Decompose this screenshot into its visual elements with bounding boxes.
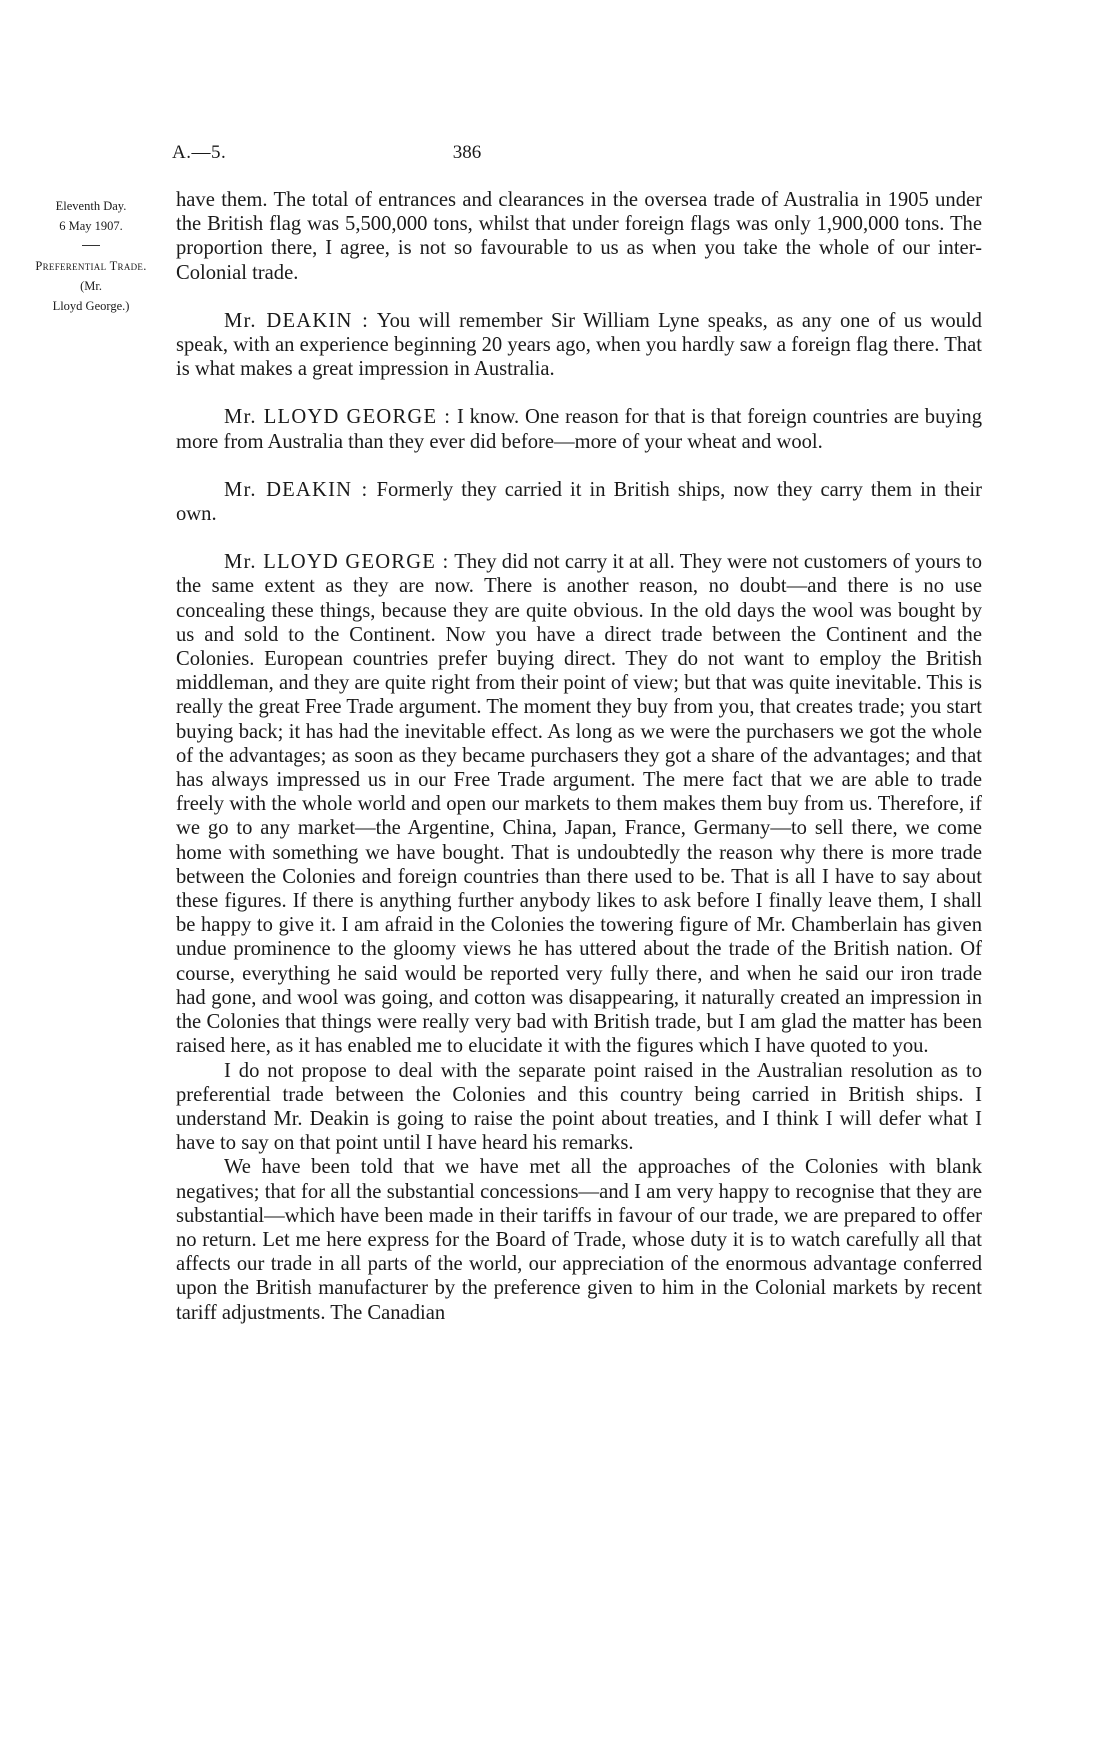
document-reference: A.—5.: [172, 142, 227, 163]
margin-note-subject: Preferential Trade.: [35, 259, 147, 273]
paragraph-2: [176, 309, 982, 382]
page-number: 386: [452, 142, 482, 163]
paragraph-6: [176, 1059, 982, 1156]
paragraph-3: [176, 405, 982, 453]
speaker-label: Mr. DEAKIN :: [224, 309, 370, 332]
page-header: [172, 142, 987, 172]
paragraph-5: [176, 550, 982, 1058]
speaker-label: Mr. DEAKIN :: [224, 478, 369, 501]
body-text: [176, 188, 982, 1325]
paragraph-4-text: Formerly they carried it in British ships, now they carry them in their own.: [176, 478, 982, 526]
margin-note-speaker-close: Lloyd George.): [52, 299, 130, 313]
paragraph-7-text: We have been told that we have met all the approaches of the Colonies with blank negatives; that for all the substantial concessions—and I am very happy to recognise that they are substantial—which have been made in their tariffs in favour of our trade, we are prepared to offer no return. Let me here express for the Board of Trade, whose duty it is to watch carefully all that affects our trade in all parts of the world, our appreciation of the enormous advantage conferred upon the British manufacturer by the preference given to him in the Colonial markets by recent tariff adjustments. The Canadian: [176, 1156, 982, 1324]
paragraph-5-text: They did not carry it at all. They were not customers of yours to the same extent as they are now. There is another reason, no doubt—and there is no use concealing these things, because they are quite obvious. In the old days the wool was bought by us and sold to the Continent. Now you have a direct trade between the Continent and the Colonies. European countries prefer buying direct. They do not want to employ the British middleman, and they are quite right from their point of view; but that was quite inevitable. This is really the great Free Trade argument. The moment they buy from you, that creates trade; you start buying back; it has had the inevitable effect. As long as we were the purchasers we got the whole of the advantages; as soon as they became purchasers they got a share of the advantages; and that has always impressed us in our Free Trade argument. The mere fact that we are able to trade freely with the whole world and open our markets to them makes them buy from us. Therefore, if we go to any market—the Argentine, China, Japan, France, Germany—to sell there, we come home with something we have bought. That is undoubtedly the reason why there is more trade between the Colonies and foreign countries than there used to be. That is all I have to say about these figures. If there is anything further anybody likes to ask before I finally leave them, I shall be happy to give it. I am afraid in the Colonies the towering figure of Mr. Chamberlain has given undue prominence to the gloomy views he has uttered about the trade of the British nation. Of course, everything he said would be reported very fully there, and when he said our iron trade had gone, and wool was going, and cotton was disappearing, it naturally created an impression in the Colonies that things were really very bad with British trade, but I am glad the matter has been raised here, as it has enabled me to elucidate it with the figures which I have quoted to you.: [176, 551, 982, 1058]
paragraph-1-text: have them. The total of entrances and clearances in the oversea trade of Australia in 1905 under the British flag was 5,500,000 tons, whilst that under foreign flags was only 1,900,000 tons. The proportion there, I agree, is not so favourable to us as when you take the whole of our inter-Colonial trade.: [176, 189, 982, 284]
paragraph-2-text: You will remember Sir William Lyne speaks, as any one of us would speak, with an experience beginning 20 years ago, when you hardly saw a foreign flag there. That is what makes a great impression in Australia.: [176, 309, 982, 381]
margin-note: [30, 196, 152, 316]
margin-note-divider: [82, 245, 100, 246]
paragraph-7: [176, 1155, 982, 1324]
speaker-label: Mr. LLOYD GEORGE :: [224, 406, 452, 429]
paragraph-1: [176, 188, 982, 285]
paragraph-3-text: I know. One reason for that is that foreign countries are buying more from Australia than they ever did before—more of your wheat and wool.: [176, 406, 982, 453]
margin-note-day: Eleventh Day.: [55, 199, 127, 213]
margin-note-date: 6 May 1907.: [59, 219, 123, 233]
margin-note-speaker-open: (Mr.: [80, 279, 102, 293]
speaker-label: Mr. LLOYD GEORGE :: [224, 551, 450, 574]
paragraph-4: [176, 478, 982, 526]
paragraph-6-text: I do not propose to deal with the separate point raised in the Australian resolution as to preferential trade between the Colonies and this country being carried in British ships. I understand Mr. Deakin is going to raise the point about treaties, and I think I will defer what I have to say on that point until I have heard his remarks.: [176, 1059, 982, 1155]
